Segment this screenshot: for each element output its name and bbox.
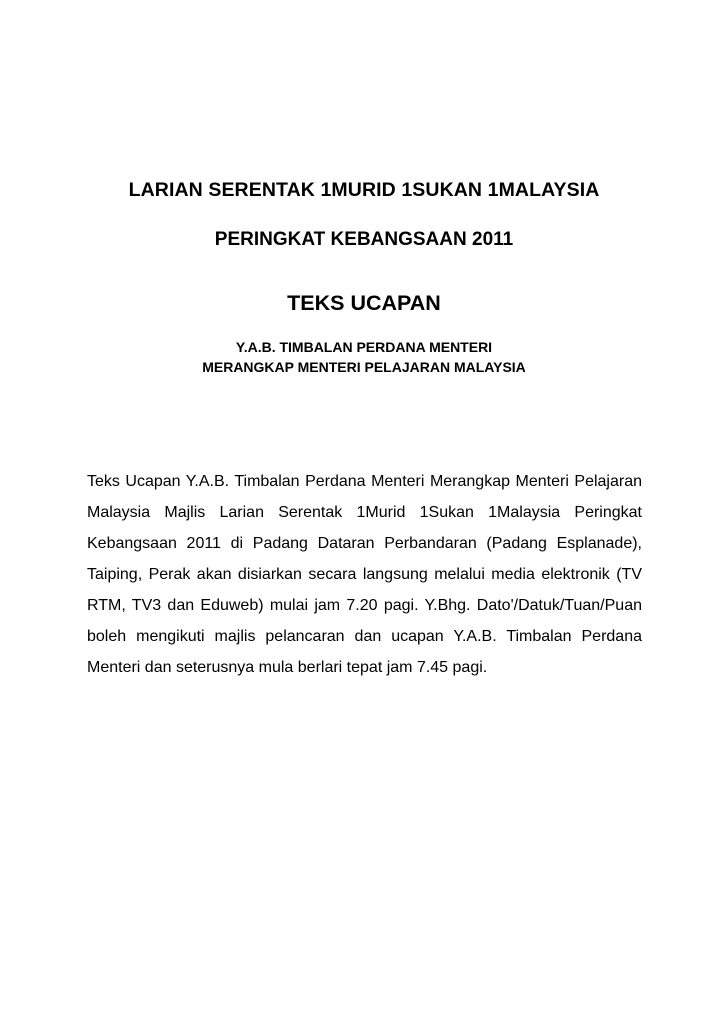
subheading-line-2: MERANGKAP MENTERI PELAJARAN MALAYSIA <box>202 359 526 375</box>
heading-line-1: LARIAN SERENTAK 1MURID 1SUKAN 1MALAYSIA <box>128 179 600 201</box>
heading-main: TEKS UCAPAN <box>287 291 441 315</box>
heading-line-2: PERINGKAT KEBANGSAAN 2011 <box>214 229 514 250</box>
subheading-line-1: Y.A.B. TIMBALAN PERDANA MENTERI <box>235 339 493 355</box>
body-paragraph: Teks Ucapan Y.A.B. Timbalan Perdana Menteri Merangkap Menteri Pelajaran Malaysia Majlis Larian Serentak 1Murid 1Sukan 1Malaysia Peringkat Kebangsaan 2011 di Padang Dataran Perbandaran (Padang Esplanade), Taiping, Perak akan disiarkan secara langsung melalui media elektronik (TV RTM, TV3 dan Eduweb) mulai jam 7.20 pagi. Y.Bhg. Dato'/Datuk/Tuan/Puan boleh mengikuti majlis pelancaran dan ucapan Y.A.B. Timbalan Perdana Menteri dan seterusnya mula berlari tepat jam 7.45 pagi. <box>87 473 642 676</box>
